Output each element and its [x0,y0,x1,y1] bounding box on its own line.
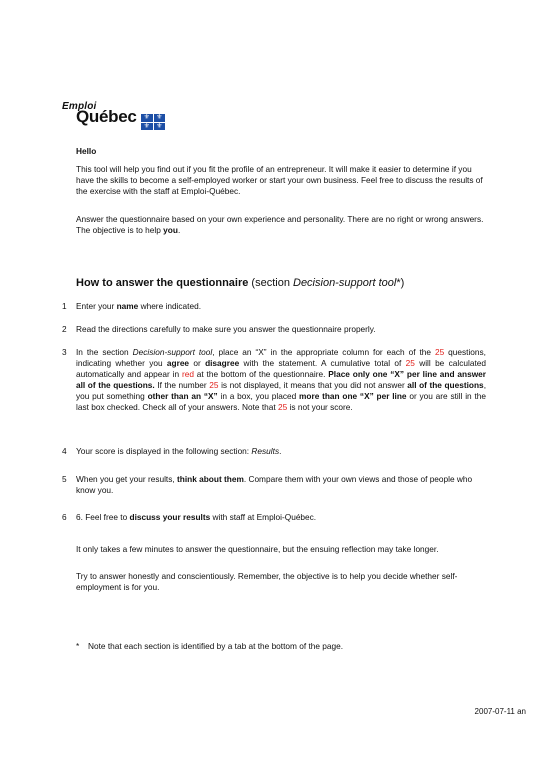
footnote-star: * [76,641,80,651]
step-number: 5 [62,474,67,484]
step-3-text: In the section Decision-support tool, place an “X” in the appropriate column for each of the 25 questions, indicating whether you agree or disagree with the statement. A cumulative total of 25 will be calculated automatically and appear in red at the bottom of the questionnaire. Place only one “X” per line and answer all of the questions. If the number 25 is not displayed, it means that you did not answer all of the questions, you put something other than an “X” in a box, you placed more than one “X” per line or you are still in the last box checked. Check all of your answers. Note that 25 is not your score. [76,347,486,412]
quebec-flag-icon: ⚜ ⚜ ⚜ ⚜ [141,114,165,130]
footer-date: 2007-07-11 an [474,707,526,716]
step-4-text: Your score is displayed in the following section: Results. [76,446,282,456]
step-1-text: Enter your name where indicated. [76,301,202,311]
step-number: 4 [62,446,67,456]
logo-quebec: Québec [76,107,137,126]
logo-emploi: Emploi [62,101,97,112]
section-heading: How to answer the questionnaire (section Decision-support tool*) [76,277,405,289]
step-5-text: When you get your results, think about them. Compare them with your own views and those of people who know you. [76,474,473,495]
intro-paragraph-2: Answer the questionnaire based on your own experience and personality. There are no right or wrong answers. The objective is to help you. [76,214,484,235]
step-number: 1 [62,301,67,311]
closing-paragraph: It only takes a few minutes to answer the questionnaire, but the ensuing reflection may take longer. [76,544,439,554]
intro-paragraph: This tool will help you find out if you fit the profile of an entrepreneur. It will make it easier to determine if you have the skills to become a self-employed worker or start your own business. Feel free to discuss the results of the exercise with the staff at Emploi-Québec. [76,164,483,196]
footnote-text: Note that each section is identified by a tab at the bottom of the page. [88,641,344,651]
greeting: Hello [76,146,97,156]
step-number: 6 [62,512,67,522]
closing-paragraph-2: Try to answer honestly and conscientiously. Remember, the objective is to help you decide whether self-employment is for you. [76,571,458,592]
step-6-text: 6. Feel free to discuss your results with staff at Emploi-Québec. [76,512,317,522]
step-2-text: Read the directions carefully to make sure you answer the questionnaire properly. [76,324,376,334]
step-number: 3 [62,347,67,357]
step-number: 2 [62,324,67,334]
